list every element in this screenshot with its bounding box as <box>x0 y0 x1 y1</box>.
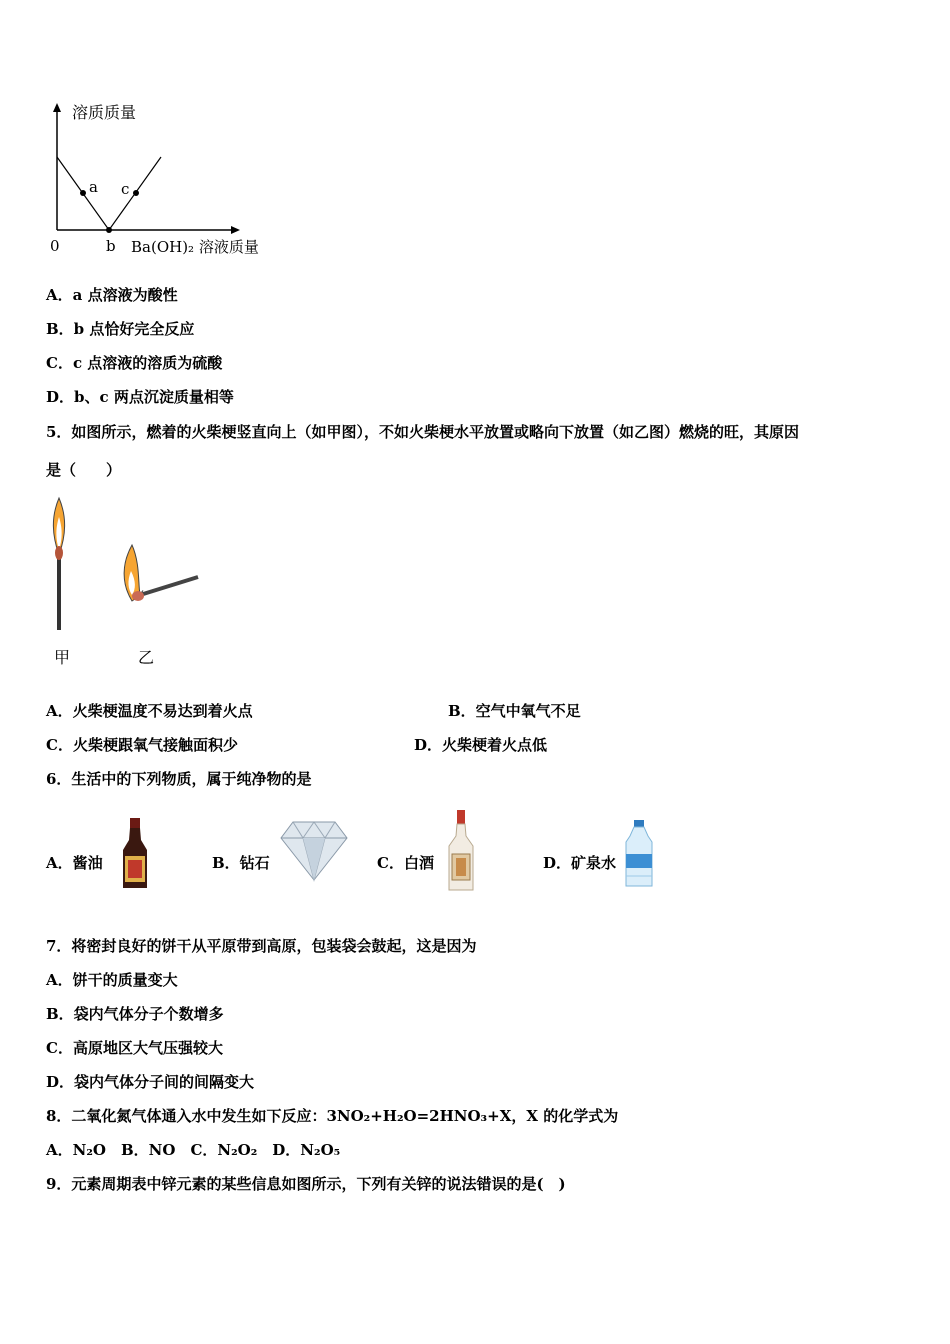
diamond-image <box>279 814 349 884</box>
graph-origin: 0 <box>50 237 60 255</box>
point-a <box>80 190 86 196</box>
q7-stem: 7．将密封良好的饼干从平原带到高原，包装袋会鼓起，这是因为 <box>46 937 477 955</box>
q6-option-d: D．矿泉水 <box>543 854 617 872</box>
q6-stem: 6．生活中的下列物质，属于纯净物的是 <box>46 770 312 788</box>
graph-label-c: c <box>121 180 130 198</box>
graph-y-label: 溶质质量 <box>72 103 137 122</box>
graph-x-label: Ba(OH)₂ 溶液质量 <box>131 238 259 256</box>
solute-curve <box>57 157 161 230</box>
graph-label-b: b <box>106 237 116 255</box>
soy-sauce-bottle-image <box>119 816 151 892</box>
q8-options: A．N₂O B．NO C．N₂O₂ D．N₂O₅ <box>46 1141 341 1159</box>
liquor-bottle-image <box>446 808 476 894</box>
q6-option-a: A．酱油 <box>46 854 103 872</box>
q4-option-d: D．b、c 两点沉淀质量相等 <box>46 388 234 406</box>
q6-option-b: B．钻石 <box>212 854 270 872</box>
fig-yi-label: 乙 <box>138 648 155 667</box>
q5-option-b: B．空气中氧气不足 <box>448 702 581 720</box>
q5-stem-line2: 是（ ） <box>46 461 122 479</box>
q4-option-b: B．b 点恰好完全反应 <box>46 320 195 338</box>
match-vertical-image <box>44 495 74 635</box>
q7-option-d: D．袋内气体分子间的间隔变大 <box>46 1073 255 1091</box>
q5-option-d: D．火柴梗着火点低 <box>414 736 548 754</box>
solute-mass-graph <box>40 100 300 260</box>
fig-jia-label: 甲 <box>54 648 71 667</box>
point-b <box>106 227 112 233</box>
x-axis-arrow <box>231 226 240 234</box>
q8-stem: 8．二氧化氮气体通入水中发生如下反应：3NO₂+H₂O=2HNO₃+X，X 的化学式为 <box>46 1107 619 1125</box>
q5-option-c: C．火柴梗跟氧气接触面积少 <box>46 736 238 754</box>
q7-option-b: B．袋内气体分子个数增多 <box>46 1005 224 1023</box>
y-axis-arrow <box>53 103 61 112</box>
q7-option-a: A．饼干的质量变大 <box>46 971 178 989</box>
match-horizontal-image <box>118 543 208 613</box>
q6-option-c: C．白酒 <box>377 854 434 872</box>
q5-option-a: A．火柴梗温度不易达到着火点 <box>46 702 253 720</box>
q7-option-c: C．高原地区大气压强较大 <box>46 1039 223 1057</box>
point-c <box>133 190 139 196</box>
graph-label-a: a <box>89 178 98 196</box>
q4-option-a: A．a 点溶液为酸性 <box>46 286 178 304</box>
q4-option-c: C．c 点溶液的溶质为硫酸 <box>46 354 223 372</box>
mineral-water-bottle-image <box>622 818 656 890</box>
q9-stem: 9．元素周期表中锌元素的某些信息如图所示，下列有关锌的说法错误的是( ) <box>46 1175 566 1193</box>
q5-stem-line1: 5．如图所示，燃着的火柴梗竖直向上（如甲图），不如火柴梗水平放置或略向下放置（如乙图）燃烧的旺，其原因 <box>46 423 799 441</box>
